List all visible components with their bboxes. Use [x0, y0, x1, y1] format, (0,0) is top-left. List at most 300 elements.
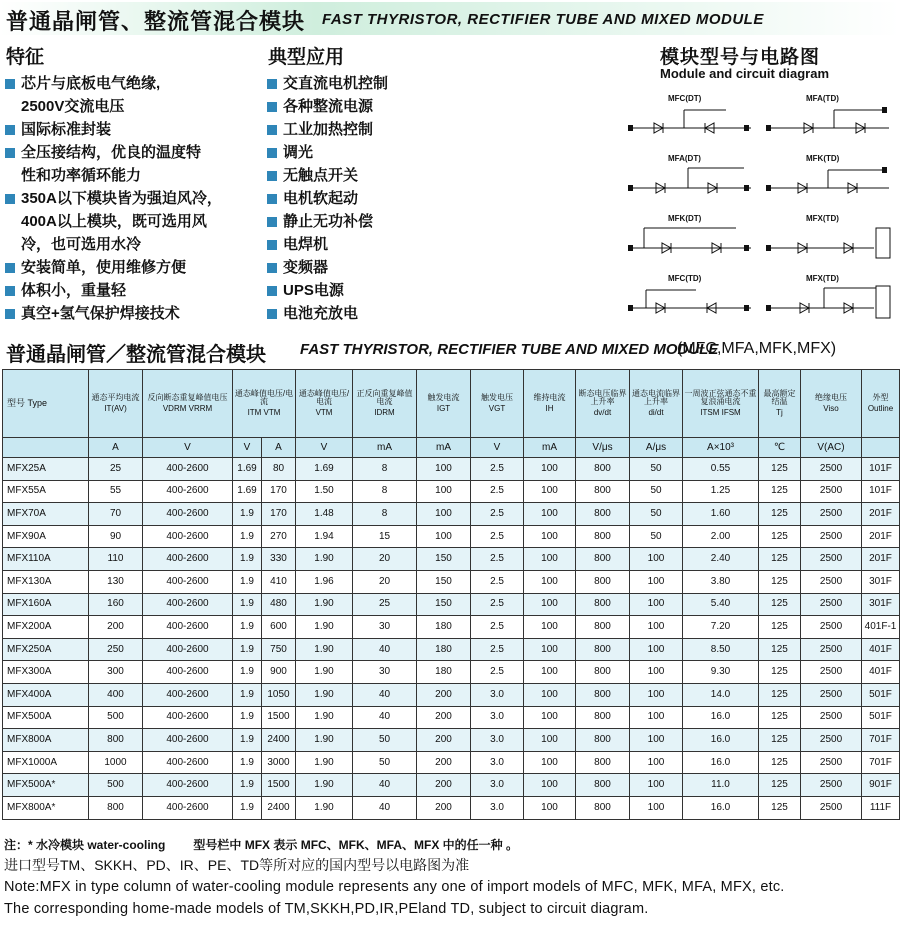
feature-item-continued: 2500V交流电压	[21, 98, 125, 115]
table-cell: 900	[262, 661, 296, 684]
table-cell: 1.25	[683, 480, 759, 503]
table-cell: 1.90	[296, 548, 353, 571]
table-cell: 1.9	[233, 683, 262, 706]
table-cell: 1.96	[296, 570, 353, 593]
section-title-en: FAST THYRISTOR, RECTIFIER TUBE AND MIXED MODULE	[300, 341, 719, 358]
feature-item-continued: 冷，也可选用水冷	[21, 236, 142, 253]
table-row	[3, 480, 900, 503]
bullet-square-icon	[5, 79, 15, 89]
table-cell: 1.9	[233, 548, 262, 571]
application-item: 交直流电机控制	[266, 72, 388, 95]
table-cell: 800	[576, 796, 630, 819]
feature-item: 350A以下模块皆为强迫风冷，	[4, 187, 222, 210]
table-cell: 1.69	[296, 458, 353, 481]
table-body	[3, 458, 900, 820]
table-cell: 1.90	[296, 593, 353, 616]
table-cell: 100	[630, 774, 683, 797]
table-cell: 3.0	[471, 683, 524, 706]
table-cell: 101F	[862, 480, 900, 503]
table-cell: 200	[417, 706, 471, 729]
application-item: 变频器	[266, 256, 388, 279]
table-cell: 100	[524, 774, 576, 797]
table-cell: 100	[630, 796, 683, 819]
table-cell: 400-2600	[143, 638, 233, 661]
column-header: 触发电压 VGT	[471, 370, 524, 438]
column-header: 触发电流 IGT	[417, 370, 471, 438]
table-cell: 2.5	[471, 593, 524, 616]
model-cell: MFX90A	[3, 525, 89, 548]
table-cell: 170	[262, 480, 296, 503]
table-cell: 200	[89, 616, 143, 639]
table-cell: 101F	[862, 458, 900, 481]
table-row	[3, 706, 900, 729]
column-header: 型号 Type	[3, 370, 89, 438]
spec-table	[2, 369, 900, 820]
table-cell: 1.48	[296, 503, 353, 526]
unit-cell: A/μs	[630, 438, 683, 458]
table-cell: 800	[576, 638, 630, 661]
table-cell: 8	[353, 480, 417, 503]
unit-cell: ℃	[759, 438, 801, 458]
bullet-square-icon	[267, 171, 277, 181]
table-cell: 400-2600	[143, 503, 233, 526]
table-cell: 501F	[862, 706, 900, 729]
table-cell: 100	[630, 616, 683, 639]
table-cell: 2.5	[471, 458, 524, 481]
diode-thyristor-circuit-icon	[626, 282, 756, 322]
table-cell: 110	[89, 548, 143, 571]
table-cell: 1.9	[233, 774, 262, 797]
table-cell: 125	[759, 503, 801, 526]
table-cell: 100	[524, 638, 576, 661]
table-cell: 200	[417, 751, 471, 774]
table-row	[3, 683, 900, 706]
table-cell: 2500	[801, 638, 862, 661]
bullet-square-icon	[5, 125, 15, 135]
note-line: 进口型号TM、SKKH、PD、IR、PE、TD等所对应的国内型号以电路图为准	[4, 857, 470, 873]
table-cell: 1.94	[296, 525, 353, 548]
table-cell: 100	[524, 683, 576, 706]
table-cell: 20	[353, 548, 417, 571]
feature-item: 体积小，重量轻	[4, 279, 222, 302]
bullet-square-icon	[267, 125, 277, 135]
column-header: 外型 Outline	[862, 370, 900, 438]
unit-cell: mA	[524, 438, 576, 458]
table-cell: 2500	[801, 661, 862, 684]
table-cell: 2500	[801, 796, 862, 819]
table-cell: 100	[630, 548, 683, 571]
application-item: 电池充放电	[266, 302, 388, 325]
table-units-row	[3, 438, 900, 458]
table-cell: 100	[524, 525, 576, 548]
unit-cell: A×10³	[683, 438, 759, 458]
table-cell: 3.80	[683, 570, 759, 593]
feature-item: 全压接结构，优良的温度特	[4, 141, 222, 164]
table-cell: 125	[759, 774, 801, 797]
table-cell: 150	[417, 593, 471, 616]
table-cell: 400-2600	[143, 616, 233, 639]
model-cell: MFX70A	[3, 503, 89, 526]
table-cell: 400-2600	[143, 458, 233, 481]
table-cell: 150	[417, 548, 471, 571]
note-line: 注：* 水冷模块 water-cooling 型号栏中 MFX 表示 MFC、MFK、MFA、MFX 中的任一种 。	[4, 838, 519, 852]
table-cell: 300	[89, 661, 143, 684]
feature-item: 真空+氢气保护焊接技术	[4, 302, 222, 325]
table-cell: 201F	[862, 525, 900, 548]
table-cell: 100	[524, 548, 576, 571]
table-cell: 100	[524, 570, 576, 593]
table-cell: 500	[89, 774, 143, 797]
circuit-diagram: MFA(TD)	[764, 94, 894, 144]
application-item: 电机软起动	[266, 187, 388, 210]
table-cell: 180	[417, 616, 471, 639]
table-cell: 410	[262, 570, 296, 593]
table-cell: 701F	[862, 751, 900, 774]
table-cell: 40	[353, 638, 417, 661]
table-cell: 2500	[801, 548, 862, 571]
table-cell: 40	[353, 706, 417, 729]
note-line: The corresponding home-made models of TM,SKKH,PD,IR,PEland TD, subject to circuit diagram.	[4, 901, 649, 917]
unit-cell	[862, 438, 900, 458]
application-item: 各种整流电源	[266, 95, 388, 118]
diode-thyristor-circuit-icon	[626, 162, 756, 202]
table-cell: 125	[759, 796, 801, 819]
table-cell: 400-2600	[143, 774, 233, 797]
table-cell: 25	[353, 593, 417, 616]
bullet-square-icon	[267, 148, 277, 158]
table-cell: 50	[353, 729, 417, 752]
table-cell: 800	[576, 503, 630, 526]
table-row	[3, 548, 900, 571]
table-cell: 16.0	[683, 751, 759, 774]
table-cell: 1.69	[233, 458, 262, 481]
table-cell: 400-2600	[143, 548, 233, 571]
table-cell: 1.9	[233, 729, 262, 752]
table-cell: 8	[353, 458, 417, 481]
table-cell: 800	[576, 683, 630, 706]
table-cell: 400-2600	[143, 751, 233, 774]
table-cell: 2500	[801, 570, 862, 593]
table-cell: 2.5	[471, 480, 524, 503]
table-cell: 2500	[801, 729, 862, 752]
column-header: 通态峰值电压/电流 VTM	[296, 370, 353, 438]
features-list	[4, 72, 222, 325]
model-cell: MFX500A	[3, 706, 89, 729]
model-cell: MFX160A	[3, 593, 89, 616]
table-cell: 800	[89, 729, 143, 752]
unit-cell: V	[143, 438, 233, 458]
table-cell: 100	[630, 706, 683, 729]
table-cell: 1000	[89, 751, 143, 774]
table-cell: 1.90	[296, 729, 353, 752]
table-cell: 100	[417, 503, 471, 526]
bullet-square-icon	[5, 263, 15, 273]
table-cell: 100	[630, 683, 683, 706]
table-cell: 7.20	[683, 616, 759, 639]
table-cell: 3.0	[471, 751, 524, 774]
table-cell: 400-2600	[143, 729, 233, 752]
circuit-diagram: MFC(DT)	[626, 94, 756, 144]
table-cell: 800	[89, 796, 143, 819]
table-cell: 200	[417, 796, 471, 819]
table-cell: 100	[630, 661, 683, 684]
bullet-square-icon	[5, 148, 15, 158]
model-cell: MFX800A	[3, 729, 89, 752]
table-cell: 400-2600	[143, 706, 233, 729]
model-cell: MFX110A	[3, 548, 89, 571]
table-cell: 2400	[262, 729, 296, 752]
table-cell: 170	[262, 503, 296, 526]
table-cell: 2.00	[683, 525, 759, 548]
table-cell: 400-2600	[143, 683, 233, 706]
table-cell: 2.40	[683, 548, 759, 571]
table-cell: 80	[262, 458, 296, 481]
table-cell: 100	[524, 729, 576, 752]
table-cell: 401F	[862, 661, 900, 684]
table-cell: 100	[524, 796, 576, 819]
table-cell: 1.9	[233, 525, 262, 548]
column-header: 通态平均电流 IT(AV)	[89, 370, 143, 438]
model-cell: MFX400A	[3, 683, 89, 706]
table-cell: 330	[262, 548, 296, 571]
model-cell: MFX800A*	[3, 796, 89, 819]
table-cell: 30	[353, 616, 417, 639]
table-cell: 200	[417, 683, 471, 706]
table-cell: 401F	[862, 638, 900, 661]
table-cell: 400-2600	[143, 661, 233, 684]
table-cell: 125	[759, 706, 801, 729]
table-cell: 125	[759, 638, 801, 661]
table-row	[3, 616, 900, 639]
application-item: UPS电源	[266, 279, 388, 302]
unit-cell: A	[262, 438, 296, 458]
table-cell: 600	[262, 616, 296, 639]
table-cell: 800	[576, 548, 630, 571]
model-cell: MFX1000A	[3, 751, 89, 774]
unit-cell: A	[89, 438, 143, 458]
table-cell: 2.5	[471, 503, 524, 526]
model-cell: MFX130A	[3, 570, 89, 593]
table-cell: 800	[576, 570, 630, 593]
table-cell: 100	[417, 525, 471, 548]
banner-title-en: FAST THYRISTOR, RECTIFIER TUBE AND MIXED MODULE	[322, 11, 764, 28]
table-cell: 2.5	[471, 616, 524, 639]
table-cell: 800	[576, 480, 630, 503]
table-cell: 1.69	[233, 480, 262, 503]
application-item: 电焊机	[266, 233, 388, 256]
table-cell: 800	[576, 593, 630, 616]
table-cell: 100	[417, 458, 471, 481]
table-cell: 40	[353, 796, 417, 819]
table-cell: 50	[630, 525, 683, 548]
table-cell: 800	[576, 751, 630, 774]
table-cell: 150	[417, 570, 471, 593]
table-row	[3, 503, 900, 526]
table-header-row	[3, 370, 900, 438]
table-cell: 1500	[262, 774, 296, 797]
table-cell: 125	[759, 458, 801, 481]
model-cell: MFX55A	[3, 480, 89, 503]
table-cell: 125	[759, 525, 801, 548]
column-header: 绝缘电压 Viso	[801, 370, 862, 438]
table-cell: 1.9	[233, 616, 262, 639]
table-cell: 2500	[801, 480, 862, 503]
table-cell: 2.5	[471, 661, 524, 684]
table-cell: 100	[630, 593, 683, 616]
table-cell: 1.90	[296, 661, 353, 684]
notes	[4, 836, 896, 920]
table-cell: 50	[630, 503, 683, 526]
table-cell: 125	[759, 616, 801, 639]
table-cell: 8	[353, 503, 417, 526]
table-cell: 0.55	[683, 458, 759, 481]
thyristor-diode-circuit-icon	[764, 162, 894, 202]
table-cell: 111F	[862, 796, 900, 819]
table-cell: 2500	[801, 616, 862, 639]
table-cell: 125	[759, 570, 801, 593]
table-cell: 800	[576, 525, 630, 548]
table-cell: 3.0	[471, 796, 524, 819]
unit-cell: V/μs	[576, 438, 630, 458]
circuit-diagram: MFC(TD)	[626, 274, 756, 324]
column-header: 反向断态重复峰值电压 VDRM VRRM	[143, 370, 233, 438]
column-header: 通态峰值电压/电流 ITM VTM	[233, 370, 296, 438]
feature-item: 安装简单，使用维修方便	[4, 256, 222, 279]
table-cell: 15	[353, 525, 417, 548]
feature-item-continued: 400A以上模块，既可选用风	[21, 213, 207, 230]
table-cell: 2500	[801, 525, 862, 548]
circuit-diagram: MFX(TD)	[764, 274, 894, 324]
table-cell: 1.9	[233, 661, 262, 684]
column-header: 断态电压临界上升率 dv/dt	[576, 370, 630, 438]
table-cell: 3.0	[471, 774, 524, 797]
table-cell: 55	[89, 480, 143, 503]
table-cell: 2500	[801, 706, 862, 729]
note-line: Note:MFX in type column of water-cooling module represents any one of import models of MFC, MFK, MFA, MFX, etc.	[4, 879, 785, 895]
table-cell: 1.90	[296, 616, 353, 639]
table-cell: 160	[89, 593, 143, 616]
model-cell: MFX25A	[3, 458, 89, 481]
table-cell: 130	[89, 570, 143, 593]
application-item: 静止无功补偿	[266, 210, 388, 233]
table-cell: 3.0	[471, 706, 524, 729]
table-cell: 2500	[801, 683, 862, 706]
bullet-square-icon	[5, 194, 15, 204]
table-cell: 50	[353, 751, 417, 774]
table-cell: 1.90	[296, 751, 353, 774]
table-cell: 100	[630, 729, 683, 752]
table-cell: 100	[524, 751, 576, 774]
bullet-square-icon	[267, 79, 277, 89]
table-cell: 1500	[262, 706, 296, 729]
table-cell: 16.0	[683, 706, 759, 729]
table-cell: 100	[524, 661, 576, 684]
circuit-diagram-area	[618, 88, 900, 328]
table-cell: 2500	[801, 774, 862, 797]
table-cell: 400-2600	[143, 570, 233, 593]
feature-item: 芯片与底板电气绝缘,	[4, 72, 222, 95]
table-cell: 400-2600	[143, 480, 233, 503]
bullet-square-icon	[267, 240, 277, 250]
applications-list	[266, 72, 388, 325]
table-cell: 1.90	[296, 796, 353, 819]
table-cell: 16.0	[683, 729, 759, 752]
table-cell: 1050	[262, 683, 296, 706]
column-header: 正反向重复峰值电流 IDRM	[353, 370, 417, 438]
table-cell: 8.50	[683, 638, 759, 661]
table-cell: 800	[576, 706, 630, 729]
table-cell: 480	[262, 593, 296, 616]
table-cell: 2.5	[471, 525, 524, 548]
bullet-square-icon	[267, 217, 277, 227]
table-cell: 100	[524, 480, 576, 503]
table-cell: 800	[576, 616, 630, 639]
table-cell: 2500	[801, 458, 862, 481]
table-cell: 2.5	[471, 638, 524, 661]
table-cell: 800	[576, 729, 630, 752]
table-row	[3, 774, 900, 797]
table-row	[3, 458, 900, 481]
table-cell: 30	[353, 661, 417, 684]
table-cell: 200	[417, 774, 471, 797]
table-row	[3, 729, 900, 752]
table-cell: 2400	[262, 796, 296, 819]
application-item: 工业加热控制	[266, 118, 388, 141]
application-item: 无触点开关	[266, 164, 388, 187]
table-cell: 20	[353, 570, 417, 593]
table-cell: 125	[759, 480, 801, 503]
column-header: 维持电流 IH	[524, 370, 576, 438]
table-cell: 1.9	[233, 796, 262, 819]
circuit-diagram: MFK(TD)	[764, 154, 894, 204]
table-cell: 400-2600	[143, 796, 233, 819]
table-cell: 1.9	[233, 751, 262, 774]
table-cell: 500	[89, 706, 143, 729]
table-cell: 250	[89, 638, 143, 661]
thyristor-diode-circuit-icon	[764, 282, 894, 322]
table-cell: 11.0	[683, 774, 759, 797]
table-cell: 400-2600	[143, 593, 233, 616]
bullet-square-icon	[267, 102, 277, 112]
circuit-diagram: MFK(DT)	[626, 214, 756, 264]
bullet-square-icon	[267, 194, 277, 204]
unit-cell: mA	[353, 438, 417, 458]
application-item: 调光	[266, 141, 388, 164]
table-cell: 1.9	[233, 638, 262, 661]
table-cell: 100	[630, 751, 683, 774]
table-cell: 100	[524, 593, 576, 616]
model-cell: MFX200A	[3, 616, 89, 639]
diagram-title-en: Module and circuit diagram	[660, 66, 830, 81]
table-cell: 3000	[262, 751, 296, 774]
table-cell: 180	[417, 638, 471, 661]
table-cell: 14.0	[683, 683, 759, 706]
table-cell: 50	[630, 458, 683, 481]
table-cell: 400-2600	[143, 525, 233, 548]
thyristor-diode-circuit-icon	[764, 222, 894, 262]
table-row	[3, 796, 900, 819]
table-cell: 2500	[801, 503, 862, 526]
table-cell: 1.90	[296, 774, 353, 797]
table-cell: 800	[576, 661, 630, 684]
table-cell: 16.0	[683, 796, 759, 819]
bullet-square-icon	[267, 263, 277, 273]
diagram-title-cn: 模块型号与电路图	[660, 47, 821, 68]
table-cell: 901F	[862, 774, 900, 797]
table-cell: 3.0	[471, 729, 524, 752]
table-cell: 2.5	[471, 570, 524, 593]
table-cell: 40	[353, 774, 417, 797]
